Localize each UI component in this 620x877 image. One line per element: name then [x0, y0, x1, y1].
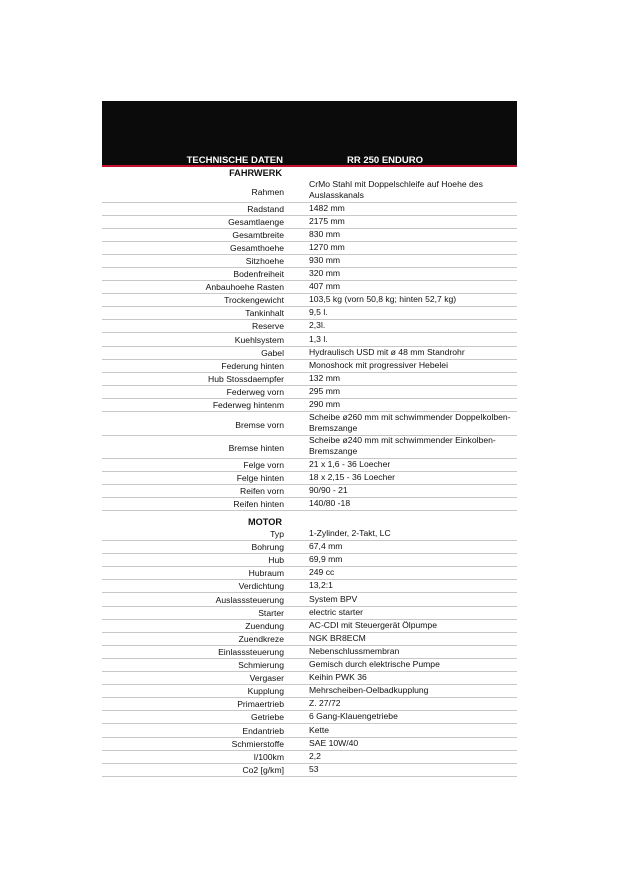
spec-label: Gesamtlaenge	[228, 216, 284, 227]
spec-row	[102, 360, 517, 373]
spec-row	[102, 485, 517, 498]
section-header-fahrwerk	[102, 167, 517, 179]
spec-row	[102, 436, 517, 460]
spec-label: Schmierstoffe	[231, 738, 284, 749]
spec-value: 2175 mm	[309, 215, 345, 226]
spec-value: 1270 mm	[309, 241, 345, 252]
spec-value: Keihin PWK 36	[309, 672, 367, 683]
spec-label: Starter	[258, 607, 284, 618]
spec-label: Schmierung	[238, 660, 284, 671]
spec-row	[102, 203, 517, 216]
spec-row	[102, 711, 517, 724]
spec-row	[102, 607, 517, 620]
spec-label: Tankinhalt	[245, 308, 284, 319]
spec-label: Sitzhoehe	[245, 255, 284, 266]
spec-label: Typ	[270, 529, 284, 540]
spec-row	[102, 333, 517, 346]
spec-row	[102, 347, 517, 360]
spec-value: 1,3 l.	[309, 333, 328, 344]
spec-value: 140/80 -18	[309, 498, 351, 509]
spec-row	[102, 672, 517, 685]
spec-label: Hub	[268, 555, 284, 566]
fahrwerk-table	[102, 167, 517, 511]
spec-row	[102, 528, 517, 541]
spec-row	[102, 268, 517, 281]
spec-row	[102, 646, 517, 659]
spec-row	[102, 633, 517, 646]
spec-label: Co2 [g/km]	[242, 764, 284, 775]
spec-label: Zuendkreze	[238, 633, 284, 644]
spec-row	[102, 307, 517, 320]
spec-label: Auslasssteuerung	[215, 594, 284, 605]
spec-row	[102, 179, 517, 203]
spec-value: 295 mm	[309, 385, 341, 396]
spec-row	[102, 567, 517, 580]
spec-label: Zuendung	[245, 620, 284, 631]
spec-value: 2,2	[309, 750, 321, 761]
spec-value: Scheibe ø240 mm mit schwimmender Einkolben-Bremszange	[309, 435, 496, 456]
spec-label: Felge hinten	[236, 473, 284, 484]
spec-row	[102, 386, 517, 399]
spec-value: 407 mm	[309, 281, 341, 292]
spec-value: 290 mm	[309, 399, 341, 409]
section-title: FAHRWERK	[229, 168, 282, 178]
spec-value: 9,5 l.	[309, 307, 328, 318]
spec-label: Endantrieb	[242, 725, 284, 736]
spec-label: Federweg vorn	[226, 386, 284, 397]
spec-label: Federweg hintenm	[212, 400, 284, 410]
spec-label: Einlasssteuerung	[218, 646, 284, 657]
motor-table	[102, 516, 517, 777]
spec-row	[102, 738, 517, 751]
header-title-left: TECHNISCHE DATEN	[186, 155, 283, 166]
spec-value: 18 x 2,15 - 36 Loecher	[309, 472, 395, 483]
spec-label: Trockengewicht	[224, 295, 284, 306]
spec-row	[102, 751, 517, 764]
spec-row	[102, 593, 517, 606]
spec-label: Rahmen	[251, 186, 284, 197]
spec-row	[102, 580, 517, 593]
spec-row	[102, 685, 517, 698]
spec-row	[102, 724, 517, 737]
spec-value: 1-Zylinder, 2-Takt, LC	[309, 528, 391, 539]
spec-label: Reifen hinten	[233, 499, 284, 510]
spec-label: Verdichtung	[238, 581, 284, 592]
spec-value: Kette	[309, 724, 330, 735]
spec-value: electric starter	[309, 606, 363, 617]
spec-value: NGK BR8ECM	[309, 632, 366, 643]
header-band	[102, 101, 517, 165]
spec-value: Hydraulisch USD mit ø 48 mm Standrohr	[309, 346, 465, 357]
spec-label: Bremse hinten	[228, 443, 284, 453]
spec-label: Gesamthoehe	[230, 242, 284, 253]
spec-row	[102, 620, 517, 633]
spec-value: SAE 10W/40	[309, 737, 359, 748]
spec-value: AC-CDI mit Steuergerät Ölpumpe	[309, 619, 437, 630]
spec-row	[102, 229, 517, 242]
spec-value: 6 Gang-Klauengetriebe	[309, 711, 398, 722]
spec-value: 67,4 mm	[309, 541, 343, 552]
spec-label: Hub Stossdaempfer	[208, 373, 284, 384]
spec-value: Gemisch durch elektrische Pumpe	[309, 659, 440, 670]
section-header-motor	[102, 516, 517, 528]
spec-label: Vergaser	[249, 673, 284, 684]
spec-value: Nebenschlussmembran	[309, 645, 400, 656]
spec-row	[102, 659, 517, 672]
spec-row	[102, 242, 517, 255]
spec-label: Getriebe	[251, 712, 284, 723]
spec-value: 830 mm	[309, 228, 341, 239]
spec-value: 1482 mm	[309, 202, 345, 213]
spec-label: Bodenfreiheit	[233, 269, 284, 280]
spec-label: Gesamtbreite	[232, 229, 284, 240]
spec-label: Bohrung	[251, 542, 284, 553]
spec-label: Hubraum	[248, 568, 284, 579]
spec-value: 320 mm	[309, 268, 341, 279]
spec-label: Radstand	[247, 203, 284, 214]
spec-label: Bremse vorn	[235, 419, 284, 430]
spec-row	[102, 412, 517, 436]
spec-row	[102, 459, 517, 472]
spec-value: 132 mm	[309, 372, 341, 383]
spec-row	[102, 541, 517, 554]
spec-row	[102, 554, 517, 567]
spec-label: Gabel	[261, 347, 284, 358]
spec-value: 13,2:1	[309, 580, 333, 591]
spec-row	[102, 698, 517, 711]
spec-value: 103,5 kg (vorn 50,8 kg; hinten 52,7 kg)	[309, 294, 457, 305]
spec-row	[102, 294, 517, 307]
spec-label: Reifen vorn	[240, 486, 284, 497]
header-title-right: RR 250 ENDURO	[347, 155, 424, 166]
spec-value: 69,9 mm	[309, 554, 343, 565]
spec-row	[102, 472, 517, 485]
spec-row	[102, 255, 517, 268]
spec-row	[102, 498, 517, 511]
spec-value: 249 cc	[309, 567, 335, 578]
spec-row	[102, 320, 517, 333]
spec-label: l/100km	[253, 751, 284, 762]
spec-row	[102, 399, 517, 412]
spec-row	[102, 281, 517, 294]
spec-value: 90/90 - 21	[309, 485, 348, 496]
spec-label: Reserve	[252, 321, 284, 332]
spec-row	[102, 216, 517, 229]
spec-value: CrMo Stahl mit Doppelschleife auf Hoehe des Auslasskanals	[309, 178, 483, 200]
spec-value: Z. 27/72	[309, 698, 341, 709]
spec-label: Anbauhoehe Rasten	[205, 282, 284, 293]
spec-value: Mehrscheiben-Oelbadkupplung	[309, 685, 429, 696]
section-title: MOTOR	[247, 517, 282, 527]
spec-value: Monoshock mit progressiver Hebelei	[309, 359, 448, 370]
spec-row	[102, 373, 517, 386]
spec-value: 2,3l.	[309, 320, 326, 331]
spec-label: Kuehlsystem	[234, 334, 284, 345]
spec-value: 21 x 1,6 - 36 Loecher	[309, 459, 391, 470]
spec-label: Federung hinten	[221, 360, 284, 371]
spec-label: Primaertrieb	[237, 699, 284, 710]
spec-value: 53	[309, 763, 319, 774]
spec-row	[102, 764, 517, 777]
spec-value: System BPV	[309, 593, 358, 604]
spec-label: Felge vorn	[243, 460, 284, 471]
spec-value: Scheibe ø260 mm mit schwimmender Doppelkolben-Bremszange	[309, 411, 511, 433]
spec-value: 930 mm	[309, 254, 341, 265]
spec-label: Kupplung	[247, 686, 284, 697]
